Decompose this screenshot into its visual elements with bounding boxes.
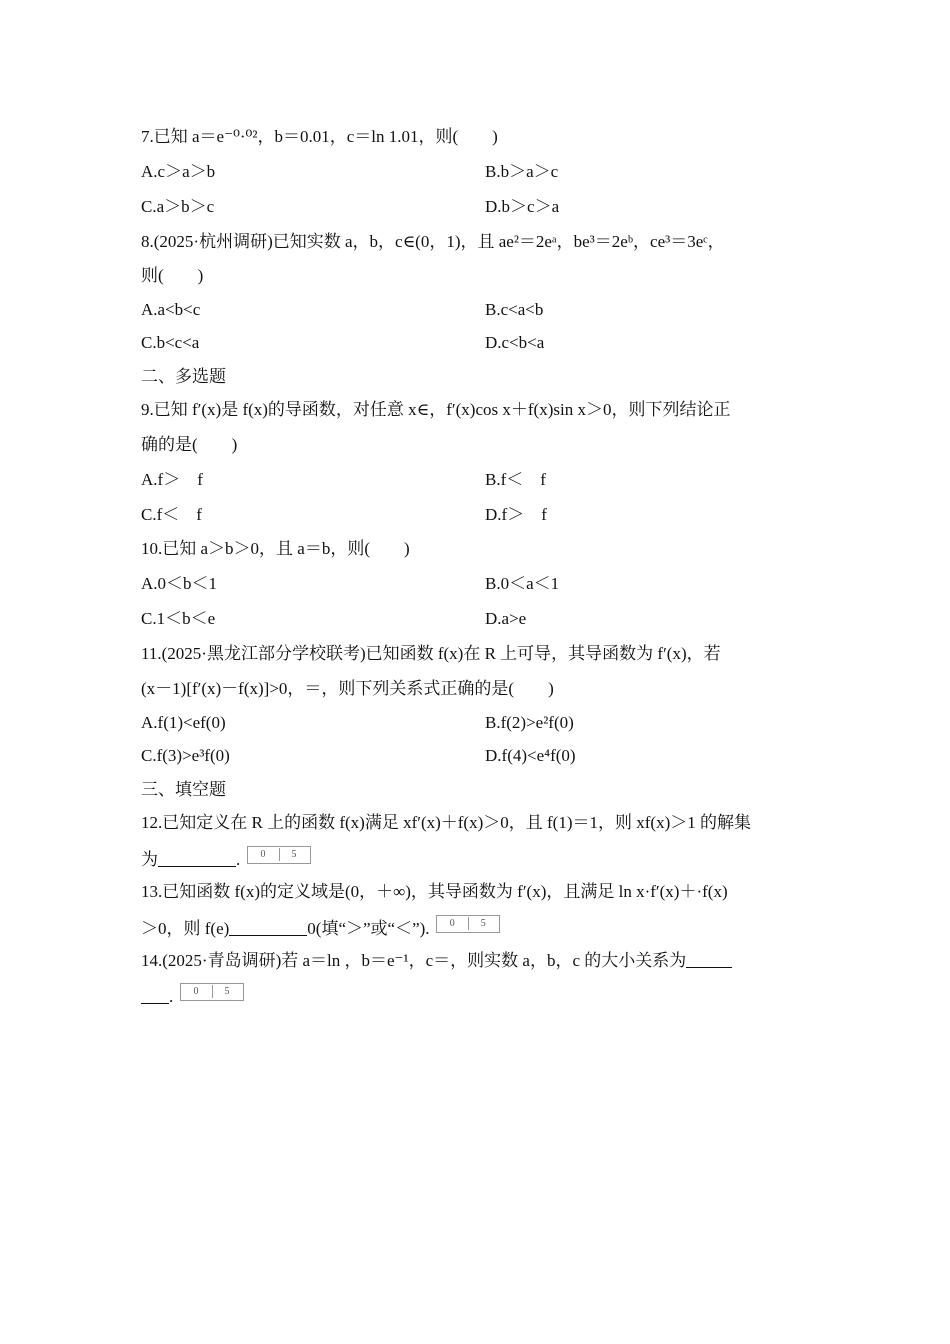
q8-option-c: C.b<c<a xyxy=(141,333,200,352)
q12-prefix: 为 xyxy=(141,850,158,869)
q14-text: 14.(2025·青岛调研)若 a＝ln ，b＝e⁻¹，c＝，则实数 a，b，c 的大小关系为 xyxy=(141,951,687,970)
question-13-line1: 13.已知函数 f(x)的定义域是(0，＋∞)，其导函数为 f′(x)，且满足 ln x·f′(x)＋·f(x) xyxy=(141,882,728,901)
q12-answer-blank[interactable] xyxy=(158,850,236,867)
q7-option-c: C.a＞b＞c xyxy=(141,197,215,216)
q11-option-a: A.f(1)<ef(0) xyxy=(141,713,226,732)
q10-option-c: C.1＜b＜e xyxy=(141,609,216,628)
q13-answer-blank[interactable] xyxy=(229,919,307,936)
q12-score-box: 0 5 xyxy=(247,846,311,864)
question-9-line1: 9.已知 f′(x)是 f(x)的导函数，对任意 x∈，f′(x)cos x＋f(x)sin x＞0，则下列结论正 xyxy=(141,400,731,419)
q11-option-c: C.f(3)>e³f(0) xyxy=(141,746,230,765)
q9-option-c: C.f＜ f xyxy=(141,505,202,524)
q8-option-b: B.c<a<b xyxy=(485,300,544,319)
q9-option-d: D.f＞ f xyxy=(485,505,547,524)
question-11-line2: (x－1)[f′(x)－f(x)]>0，＝，则下列关系式正确的是( ) xyxy=(141,679,554,698)
q7-option-b: B.b＞a＞c xyxy=(485,162,559,181)
q8-option-a: A.a<b<c xyxy=(141,300,201,319)
question-12-line1: 12.已知定义在 R 上的函数 f(x)满足 xf′(x)＋f(x)＞0，且 f(1)＝1，则 xf(x)＞1 的解集 xyxy=(141,813,751,832)
question-14-line2 xyxy=(141,983,244,1008)
q14-score-box: 0 5 xyxy=(180,983,244,1001)
question-7: 7.已知 a＝e⁻⁰·⁰²，b＝0.01，c＝ln 1.01，则( ) xyxy=(141,127,498,146)
q11-option-b: B.f(2)>e²f(0) xyxy=(485,713,574,732)
q14-answer-blank-part1[interactable] xyxy=(686,951,732,968)
q10-option-b: B.0＜a＜1 xyxy=(485,574,560,593)
q9-option-a: A.f＞ f xyxy=(141,470,203,489)
question-14-line1 xyxy=(141,950,732,972)
q10-option-d: D.a>e xyxy=(485,609,527,628)
q14-answer-blank-part2[interactable] xyxy=(141,987,169,1004)
section-heading-fill-in: 三、填空题 xyxy=(141,780,226,799)
q13-prefix: ＞0，则 f(e) xyxy=(141,919,230,938)
q8-option-d: D.c<b<a xyxy=(485,333,545,352)
question-10: 10.已知 a＞b＞0，且 a＝b，则( ) xyxy=(141,539,410,558)
q13-suffix: 0(填“＞”或“＜”). xyxy=(307,919,430,938)
question-11-line1: 11.(2025·黑龙江部分学校联考)已知函数 f(x)在 R 上可导，其导函数为 f′(x)，若 xyxy=(141,644,721,663)
q11-option-d: D.f(4)<e⁴f(0) xyxy=(485,746,576,765)
question-8-line2: 则( ) xyxy=(141,266,204,285)
question-8-line1: 8.(2025·杭州调研)已知实数 a，b，c∈(0，1)，且 ae²＝2eᵃ，be³＝2eᵇ，ce³＝3eᶜ， xyxy=(141,232,725,251)
q14-suffix: . xyxy=(169,987,174,1006)
question-12-line2 xyxy=(141,846,311,871)
section-heading-multiple-choice: 二、多选题 xyxy=(141,367,226,386)
question-13-line2 xyxy=(141,915,500,940)
q7-option-d: D.b＞c＞a xyxy=(485,197,560,216)
q9-option-b: B.f＜ f xyxy=(485,470,546,489)
q12-suffix: . xyxy=(236,850,241,869)
question-9-line2: 确的是( ) xyxy=(141,435,238,454)
q10-option-a: A.0＜b＜1 xyxy=(141,574,218,593)
q13-score-box: 0 5 xyxy=(436,915,500,933)
q7-option-a: A.c＞a＞b xyxy=(141,162,216,181)
